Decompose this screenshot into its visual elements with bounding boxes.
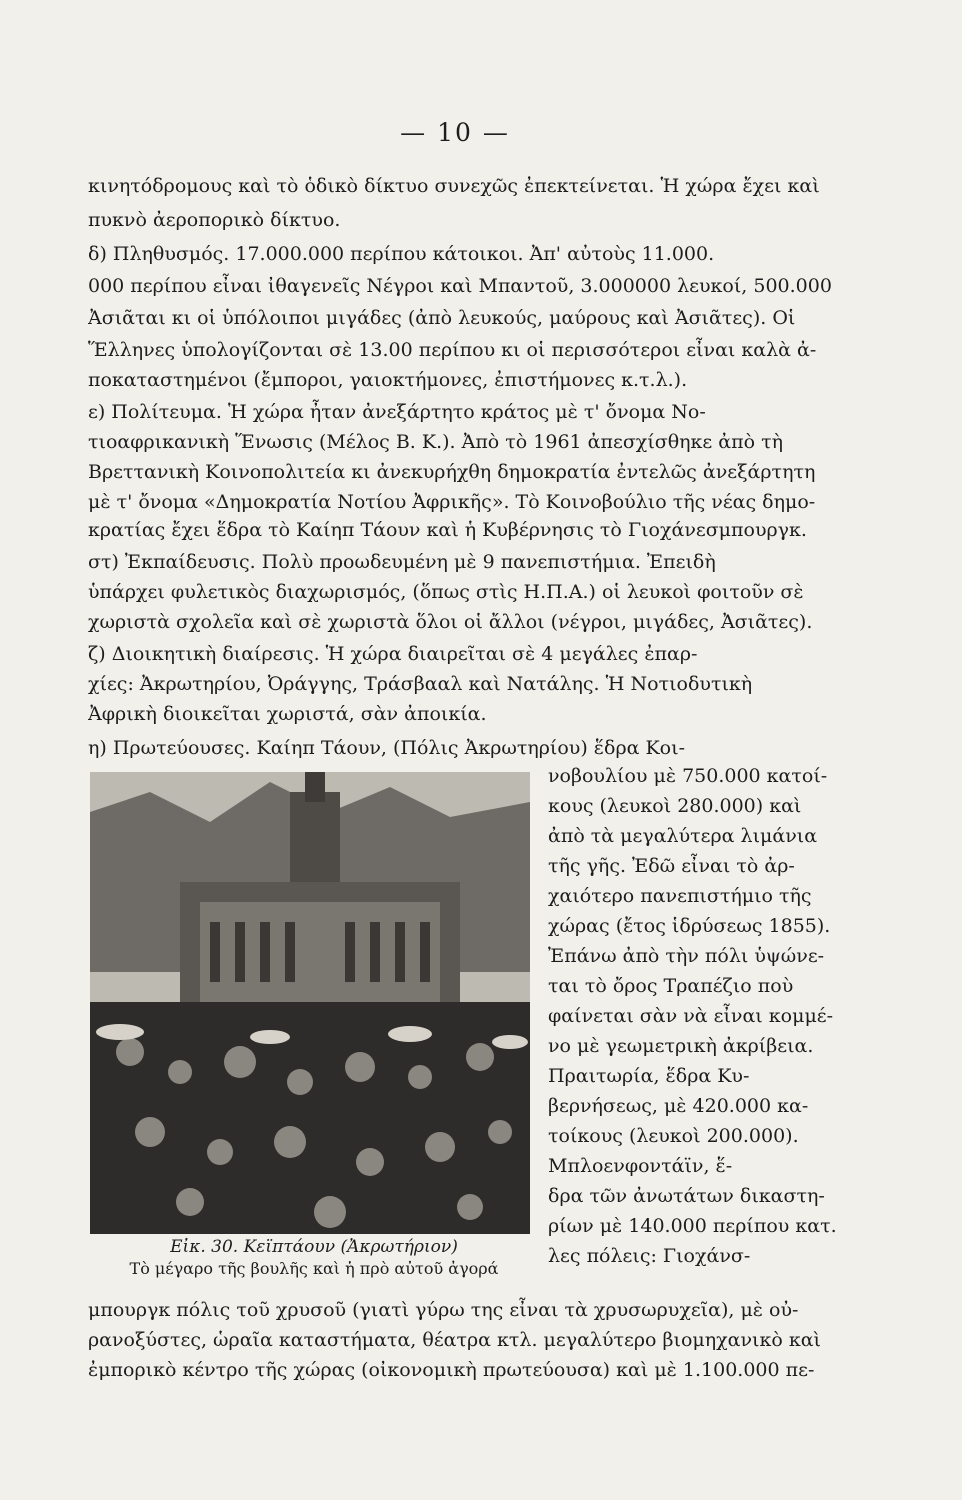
right-line-8: ται τὸ ὄρος Τραπέζιο ποὺ bbox=[548, 975, 794, 997]
right-line-11: Πραιτωρία, ἕδρα Κυ- bbox=[548, 1065, 750, 1087]
page-number: — 10 — bbox=[400, 118, 510, 147]
right-line-3: ἀπὸ τὰ μεγαλύτερα λιμάνια bbox=[548, 825, 818, 847]
text-line-5: Ἀσιᾶται κι οἱ ὑπόλοιποι μιγάδες (ἀπὸ λευκούς, μαύρους καὶ Ἀσιᾶτες). Οἱ bbox=[88, 307, 796, 329]
cape-town-parliament-photo bbox=[90, 772, 530, 1234]
right-line-1: νοβουλίου μὲ 750.000 κατοί- bbox=[548, 765, 828, 787]
section-population: δ) Πληθυσμός. 17.000.000 περίπου κάτοικοι. Ἀπ' αὐτοὺς 11.000. bbox=[88, 243, 715, 265]
right-line-17: λες πόλεις: Γιοχάνσ- bbox=[548, 1245, 751, 1267]
figure-caption-title: Εἰκ. 30. Κεϊπτάουν (Ἀκρωτήριον) bbox=[170, 1237, 458, 1257]
right-line-13: τοίκους (λευκοὶ 200.000). bbox=[548, 1125, 799, 1147]
right-line-14: Μπλοενφοντάϊν, ἕ- bbox=[548, 1155, 733, 1177]
text-line-15: χωριστὰ σχολεῖα καὶ σὲ χωριστὰ ὅλοι οἱ ἄλλοι (νέγροι, μιγάδες, Ἀσιᾶτες). bbox=[88, 611, 813, 633]
text-line-2: πυκνὸ ἀεροπορικὸ δίκτυο. bbox=[88, 209, 341, 231]
section-capitals: η) Πρωτεύουσες. Καίηπ Τάουν, (Πόλις Ἀκρωτηρίου) ἕδρα Κοι- bbox=[88, 737, 685, 759]
text-line-17: χίες: Ἀκρωτηρίου, Ὀράγγης, Τράσβααλ καὶ Νατάλης. Ἡ Νοτιοδυτικὴ bbox=[88, 673, 753, 695]
right-line-7: Ἐπάνω ἀπὸ τὴν πόλι ὑψώνε- bbox=[548, 945, 825, 967]
section-administration: ζ) Διοικητικὴ διαίρεσις. Ἡ χώρα διαιρεῖται σὲ 4 μεγάλες ἐπαρ- bbox=[88, 643, 698, 665]
right-line-5: χαιότερο πανεπιστήμιο τῆς bbox=[548, 885, 812, 907]
section-polity: ε) Πολίτευμα. Ἡ χώρα ἦταν ἀνεξάρτητο κράτος μὲ τ' ὄνομα Νο- bbox=[88, 401, 706, 423]
text-line-7: ποκαταστημένοι (ἔμποροι, γαιοκτήμονες, ἐπιστήμονες κ.τ.λ.). bbox=[88, 369, 688, 391]
bottom-line-3: ἐμπορικὸ κέντρο τῆς χώρας (οἰκονομικὴ πρωτεύουσα) καὶ μὲ 1.100.000 πε- bbox=[88, 1359, 815, 1381]
text-line-6: Ἕλληνες ὑπολογίζονται σὲ 13.00 περίπου κι οἱ περισσότεροι εἶναι καλὰ ἀ- bbox=[88, 339, 817, 361]
right-line-10: νο μὲ γεωμετρικὴ ἀκρίβεια. bbox=[548, 1035, 814, 1057]
text-line-10: Βρεττανικὴ Κοινοπολιτεία κι ἀνεκυρήχθη δημοκρατία ἐντελῶς ἀνεξάρτητη bbox=[88, 461, 816, 483]
right-line-2: κους (λευκοὶ 280.000) καὶ bbox=[548, 795, 802, 817]
text-line-11: μὲ τ' ὄνομα «Δημοκρατία Νοτίου Ἀφρικῆς». Τὸ Κοινοβούλιο τῆς νέας δημο- bbox=[88, 491, 816, 513]
right-line-16: ρίων μὲ 140.000 περίπου κατ. bbox=[548, 1215, 837, 1237]
text-line-9: τιοαφρικανικὴ Ἕνωσις (Μέλος Β. Κ.). Ἀπὸ τὸ 1961 ἀπεσχίσθηκε ἀπὸ τὴ bbox=[88, 431, 784, 453]
right-line-12: βερνήσεως, μὲ 420.000 κα- bbox=[548, 1095, 809, 1117]
bottom-line-2: ρανοξύστες, ὡραῖα καταστήματα, θέατρα κτλ. μεγαλύτερο βιομηχανικὸ καὶ bbox=[88, 1329, 821, 1351]
text-line-1: κινητόδρομους καὶ τὸ ὁδικὸ δίκτυο συνεχῶς ἐπεκτείνεται. Ἡ χώρα ἔχει καὶ bbox=[88, 175, 820, 197]
text-line-4: 000 περίπου εἶναι ἰθαγενεῖς Νέγροι καὶ Μπαντοῦ, 3.000000 λευκοί, 500.000 bbox=[88, 275, 832, 297]
section-education: στ) Ἐκπαίδευσις. Πολὺ προωδευμένη μὲ 9 πανεπιστήμια. Ἐπειδὴ bbox=[88, 551, 716, 573]
right-line-9: φαίνεται σὰν νὰ εἶναι κομμέ- bbox=[548, 1005, 834, 1027]
bottom-line-1: μπουργκ πόλις τοῦ χρυσοῦ (γιατὶ γύρω της εἶναι τὰ χρυσωρυχεῖα), μὲ οὐ- bbox=[88, 1299, 799, 1321]
right-line-4: τῆς γῆς. Ἐδῶ εἶναι τὸ ἀρ- bbox=[548, 855, 795, 877]
text-line-14: ὑπάρχει φυλετικὸς διαχωρισμός, (ὅπως στὶς Η.Π.Α.) οἱ λευκοὶ φοιτοῦν σὲ bbox=[88, 581, 804, 603]
right-line-6: χώρας (ἔτος ἱδρύσεως 1855). bbox=[548, 915, 831, 937]
text-line-18: Ἀφρικὴ διοικεῖται χωριστά, σὰν ἀποικία. bbox=[88, 703, 487, 725]
text-line-12: κρατίας ἔχει ἕδρα τὸ Καίηπ Τάουν καὶ ἡ Κυβέρνησις τὸ Γιοχάνεσμπουργκ. bbox=[88, 519, 807, 541]
right-line-15: δρα τῶν ἀνωτάτων δικαστη- bbox=[548, 1185, 825, 1207]
figure-caption-text: Τὸ μέγαρο τῆς βουλῆς καὶ ἡ πρὸ αὐτοῦ ἀγορά bbox=[129, 1259, 499, 1278]
